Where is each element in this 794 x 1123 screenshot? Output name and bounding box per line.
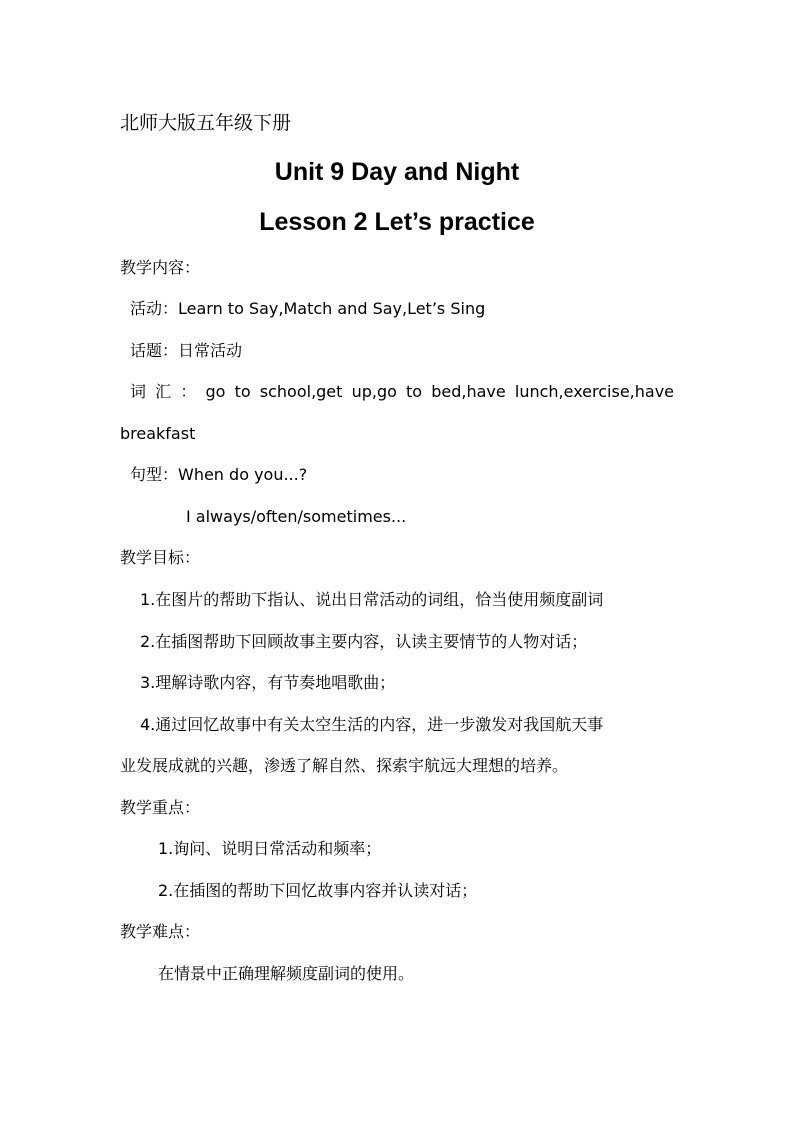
vocab-token: school,get bbox=[259, 382, 343, 401]
lesson-title: Lesson 2 Let’s practice bbox=[259, 208, 535, 236]
vocabulary-continued: breakfast bbox=[120, 424, 196, 443]
key-point-2: 2.在插图的帮助下回忆故事内容并认读对话； bbox=[158, 881, 478, 900]
vocab-token: go bbox=[205, 382, 226, 401]
goal-item-3: 3.理解诗歌内容，有节奏地唱歌曲； bbox=[140, 673, 396, 692]
vocab-token: to bbox=[406, 382, 423, 401]
vocab-token: up,go bbox=[351, 382, 397, 401]
goal-item-2: 2.在插图帮助下回顾故事主要内容，认读主要情节的人物对话； bbox=[140, 632, 588, 651]
key-points-heading: 教学重点： bbox=[120, 798, 201, 817]
topic-line: 话题：日常活动 bbox=[130, 341, 243, 360]
goal-item-4-continued: 业发展成就的兴趣，渗透了解自然、探索宇航远大理想的培养。 bbox=[120, 756, 569, 775]
vocabulary-line bbox=[130, 381, 674, 403]
vocab-token: 汇 bbox=[155, 382, 172, 401]
goal-item-4: 4.通过回忆故事中有关太空生活的内容，进一步激发对我国航天事 bbox=[140, 715, 604, 734]
unit-title: Unit 9 Day and Night bbox=[274, 158, 520, 186]
key-point-1: 1.询问、说明日常活动和频率； bbox=[158, 839, 382, 858]
goals-heading: 教学目标： bbox=[120, 548, 201, 567]
content-heading: 教学内容： bbox=[120, 258, 201, 277]
goal-item-1: 1.在图片的帮助下指认、说出日常活动的词组，恰当使用频度副词 bbox=[140, 590, 604, 609]
sentence-pattern-line-2: I always/often/sometimes... bbox=[186, 507, 407, 526]
vocab-token: 词 bbox=[130, 382, 147, 401]
vocab-token: ： bbox=[180, 382, 197, 401]
vocab-token: to bbox=[234, 382, 251, 401]
sentence-pattern-line: 句型：When do you...? bbox=[130, 465, 308, 484]
document-header: 北师大版五年级下册 bbox=[120, 112, 292, 134]
activity-line: 活动：Learn to Say,Match and Say,Let’s Sing bbox=[130, 299, 486, 318]
difficulty-heading: 教学难点： bbox=[120, 922, 201, 941]
vocab-token: lunch,exercise,have bbox=[514, 382, 674, 401]
difficulty-point-1: 在情景中正确理解频度副词的使用。 bbox=[158, 964, 415, 983]
vocab-token: bed,have bbox=[431, 382, 506, 401]
